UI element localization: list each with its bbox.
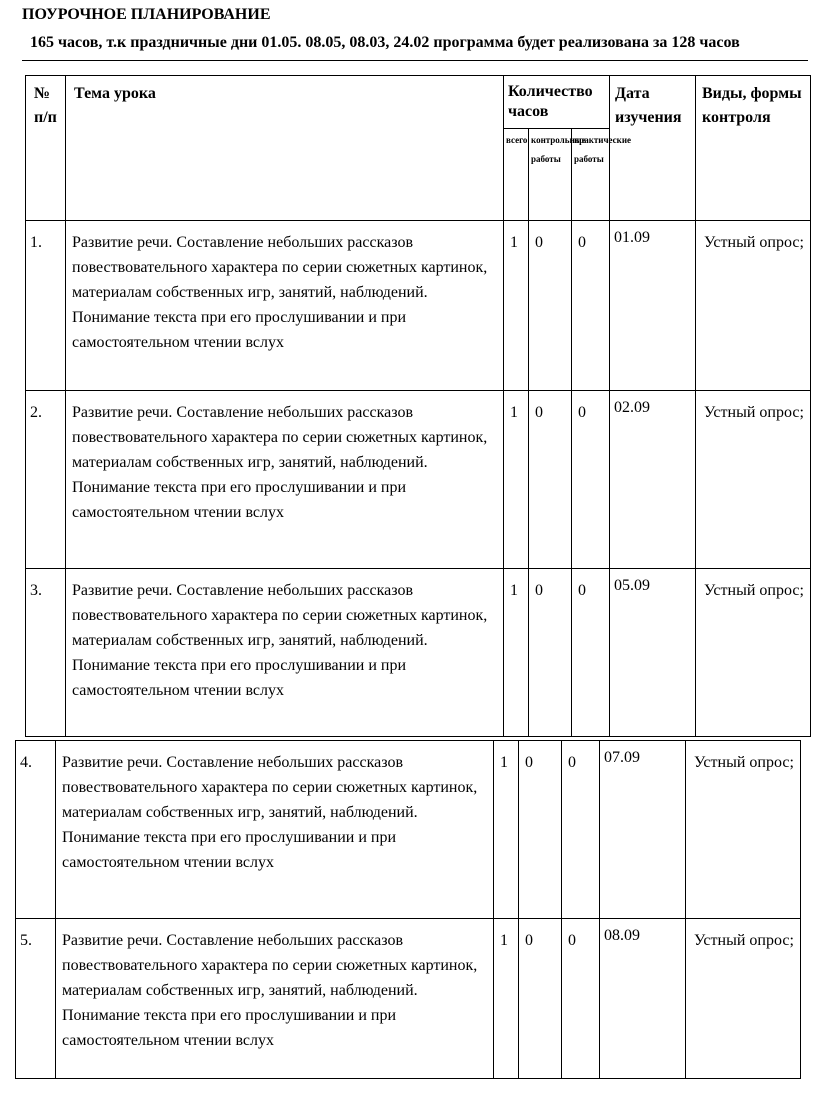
topic-text: Развитие речи. Составление небольших рассказов повествовательного характера по серии сюжетных картинок, материалам собственных игр, занятий, наблюдений. — [72, 582, 488, 649]
row-topic — [66, 569, 504, 737]
row-topic — [56, 741, 494, 919]
hours-practical: 0 — [562, 919, 600, 1079]
study-date: 02.09 — [610, 391, 696, 569]
hours-practical: 0 — [572, 391, 610, 569]
table-row — [26, 221, 811, 391]
control-form: Устный опрос; — [686, 919, 801, 1079]
header-row — [26, 76, 811, 129]
topic-text-2: Понимание текста при его прослушивании и при самостоятельном чтении вслух — [72, 657, 407, 699]
study-date: 08.09 — [600, 919, 686, 1079]
control-form: Устный опрос; — [696, 391, 811, 569]
topic-text-2: Понимание текста при его прослушивании и при самостоятельном чтении вслух — [62, 829, 397, 871]
topic-text: Развитие речи. Составление небольших рассказов повествовательного характера по серии сюжетных картинок, материалам собственных игр, занятий, наблюдений. — [62, 932, 478, 999]
control-form: Устный опрос; — [696, 569, 811, 737]
hours-practical: 0 — [572, 569, 610, 737]
lesson-plan-table-continued — [15, 740, 801, 1079]
hours-control: 0 — [529, 391, 572, 569]
topic-text: Развитие речи. Составление небольших рассказов повествовательного характера по серии сюжетных картинок, материалам собственных игр, занятий, наблюдений. — [62, 754, 478, 821]
table-row — [26, 391, 811, 569]
row-number: 5. — [16, 919, 56, 1079]
hours-control: 0 — [519, 919, 562, 1079]
header-date: Дата изучения — [610, 76, 696, 221]
topic-text-2: Понимание текста при его прослушивании и при самостоятельном чтении вслух — [72, 479, 407, 521]
header-control: контрольные работы — [529, 129, 572, 221]
page-title: ПОУРОЧНОЕ ПЛАНИРОВАНИЕ — [22, 6, 271, 23]
header-num: № п/п — [26, 76, 66, 221]
row-topic — [66, 221, 504, 391]
row-number: 4. — [16, 741, 56, 919]
page-subtitle: 165 часов, т.к праздничные дни 01.05. 08.05, 08.03, 24.02 программа будет реализована за 128 часов — [30, 34, 740, 51]
hours-control: 0 — [519, 741, 562, 919]
header-divider — [22, 60, 808, 61]
hours-control: 0 — [529, 569, 572, 737]
header-practical: практические работы — [572, 129, 610, 221]
row-number: 3. — [26, 569, 66, 737]
lesson-plan-table — [25, 75, 811, 737]
row-topic — [66, 391, 504, 569]
hours-total: 1 — [494, 741, 519, 919]
control-form: Устный опрос; — [686, 741, 801, 919]
table-row — [26, 569, 811, 737]
topic-text: Развитие речи. Составление небольших рассказов повествовательного характера по серии сюжетных картинок, материалам собственных игр, занятий, наблюдений. — [72, 234, 488, 301]
study-date: 05.09 — [610, 569, 696, 737]
header-total: всего — [504, 129, 529, 221]
row-number: 2. — [26, 391, 66, 569]
hours-total: 1 — [504, 569, 529, 737]
topic-text-2: Понимание текста при его прослушивании и при самостоятельном чтении вслух — [62, 1007, 397, 1049]
table-row — [16, 919, 801, 1079]
header-forms: Виды, формы контроля — [696, 76, 811, 221]
table-row — [16, 741, 801, 919]
topic-text-2: Понимание текста при его прослушивании и при самостоятельном чтении вслух — [72, 309, 407, 351]
control-form: Устный опрос; — [696, 221, 811, 391]
topic-text: Развитие речи. Составление небольших рассказов повествовательного характера по серии сюжетных картинок, материалам собственных игр, занятий, наблюдений. — [72, 404, 488, 471]
hours-control: 0 — [529, 221, 572, 391]
hours-total: 1 — [504, 391, 529, 569]
header-hours: Количество часов — [504, 76, 610, 129]
hours-total: 1 — [504, 221, 529, 391]
row-topic — [56, 919, 494, 1079]
row-number: 1. — [26, 221, 66, 391]
hours-practical: 0 — [572, 221, 610, 391]
header-topic: Тема урока — [66, 76, 504, 221]
hours-practical: 0 — [562, 741, 600, 919]
hours-total: 1 — [494, 919, 519, 1079]
study-date: 07.09 — [600, 741, 686, 919]
study-date: 01.09 — [610, 221, 696, 391]
